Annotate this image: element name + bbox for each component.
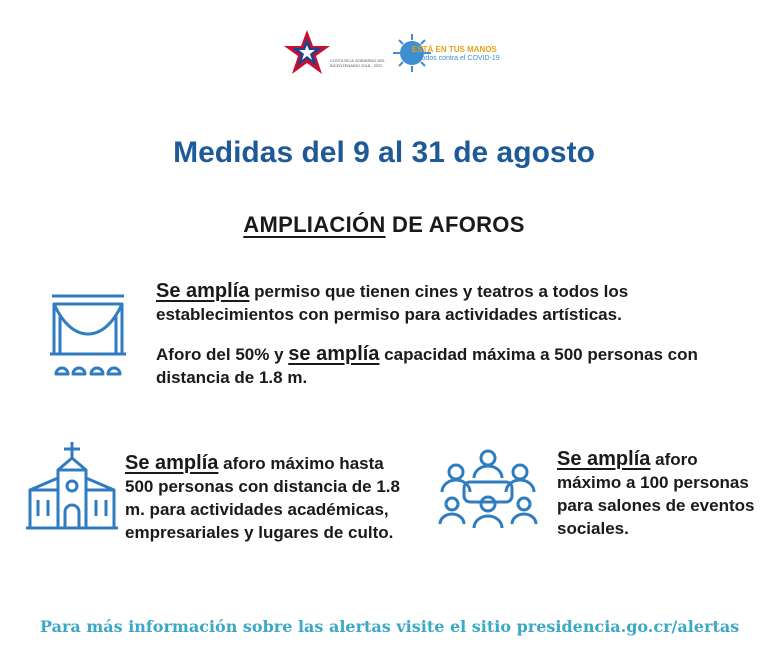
block-actividades-culto bbox=[125, 452, 415, 544]
covid-logo-line1: ESTÁ EN TUS MANOS bbox=[412, 45, 497, 54]
block3-highlight: Se amplía bbox=[125, 452, 219, 474]
covid-logo-line2: Todos contra el COVID-19 bbox=[418, 55, 500, 62]
block2-text: capacidad máxima a 500 personas con distancia de 1.8 m. bbox=[156, 345, 698, 387]
subtitle-rest: DE AFOROS bbox=[385, 212, 525, 237]
block2-highlight: se amplía bbox=[288, 343, 380, 365]
block-cines-teatros bbox=[156, 280, 756, 326]
page-subtitle bbox=[0, 212, 768, 238]
block2-pre: Aforo del 50% y bbox=[156, 345, 289, 364]
costa-rica-government-logo bbox=[282, 28, 392, 80]
logos-header bbox=[0, 24, 768, 84]
block-salones-eventos bbox=[557, 448, 757, 540]
block1-text: permiso que tienen cines y teatros a todos los establecimientos con permiso para actividades artísticas. bbox=[156, 282, 629, 324]
block3-text: aforo máximo hasta 500 personas con distancia de 1.8 m. para actividades académicas, empresariales y lugares de culto. bbox=[125, 454, 400, 542]
star-icon bbox=[282, 28, 332, 78]
church-icon bbox=[26, 440, 118, 530]
covid-campaign-logo bbox=[392, 28, 502, 80]
subtitle-underlined: AMPLIACIÓN bbox=[243, 212, 386, 237]
block1-highlight: Se amplía bbox=[156, 280, 250, 302]
block4-highlight: Se amplía bbox=[557, 448, 651, 470]
page-title: Medidas del 9 al 31 de agosto bbox=[173, 136, 595, 169]
footer-link-text[interactable]: Para más información sobre las alertas visite el sitio presidencia.go.cr/alertas bbox=[40, 617, 740, 636]
block-aforo-500 bbox=[156, 343, 756, 389]
block4-text: aforo máximo a 100 personas para salones de eventos sociales. bbox=[557, 450, 755, 538]
meeting-icon bbox=[438, 448, 538, 532]
theater-icon bbox=[48, 292, 128, 378]
gov-logo-text: COSTA RICA GOBIERNO DEL BICENTENARIO 2018 - 2022 bbox=[330, 58, 386, 68]
